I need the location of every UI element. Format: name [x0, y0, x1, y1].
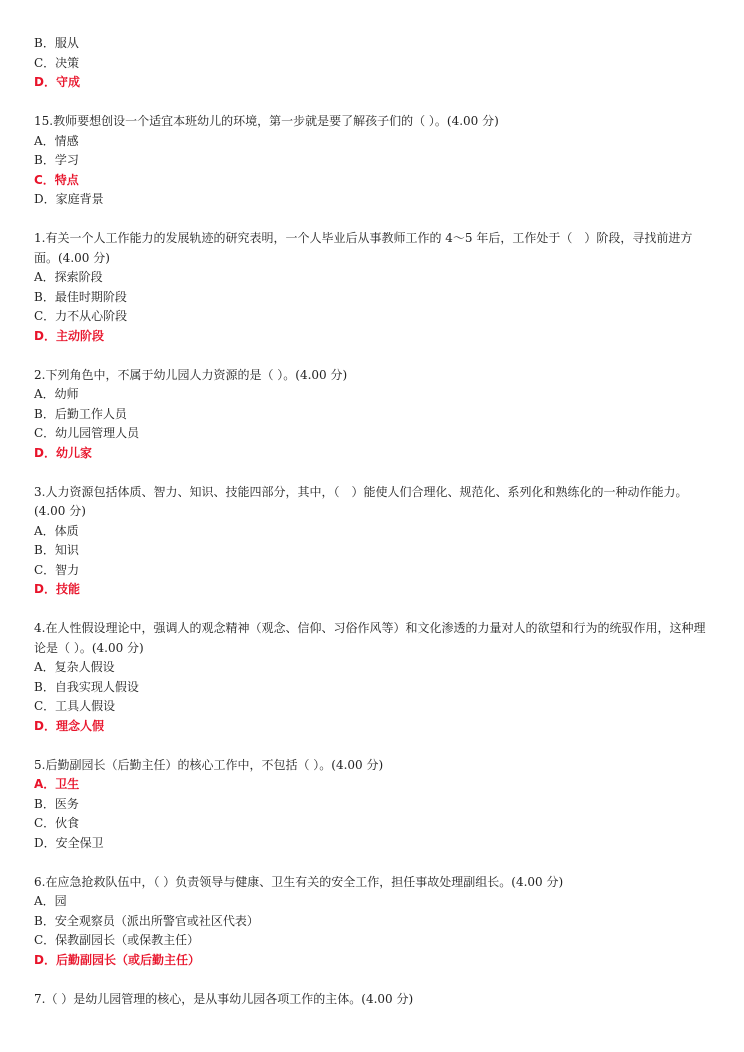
option: C．决策: [34, 55, 80, 70]
question-text: 6.在应急抢救队伍中，（ ）负责领导与健康、卫生有关的安全工作，担任事故处理副组长。(4.00 分): [34, 874, 564, 889]
correct-option: D．后勤副园长（或后勤主任）: [34, 952, 200, 967]
option: B．安全观察员（派出所警官或社区代表）: [34, 913, 259, 928]
option: C．力不从心阶段: [34, 309, 128, 323]
question-text: 7.（ ）是幼儿园管理的核心，是从事幼儿园各项工作的主体。(4.00 分): [34, 991, 414, 1006]
correct-option: D．技能: [34, 582, 80, 596]
question-1: [34, 229, 714, 346]
option: C．伙食: [34, 816, 80, 830]
option: B．医务: [34, 796, 79, 811]
question-text: 3.人力资源包括体质、智力、知识、技能四部分，其中，（ ）能使人们合理化、规范化、系列化和熟练化的一种动作能力。(4.00 分): [34, 484, 688, 518]
option: C．保教副园长（或保教主任）: [34, 933, 200, 947]
question-text: 1.有关一个人工作能力的发展轨迹的研究表明，一个人毕业后从事教师工作的 4～5 年后，工作处于（ ）阶段，寻找前进方面。(4.00 分): [34, 231, 693, 265]
correct-option: D．幼儿家: [34, 445, 92, 460]
option: A．幼师: [34, 387, 79, 401]
correct-option: D．守成: [34, 75, 80, 89]
option: A．复杂人假设: [34, 660, 115, 674]
option: B．服从: [34, 36, 79, 50]
option: C．幼儿园管理人员: [34, 426, 140, 440]
option: A．园: [34, 894, 67, 908]
question-4: [34, 619, 714, 736]
question-15: [34, 112, 714, 210]
option: B．后勤工作人员: [34, 406, 127, 421]
correct-option: D．理念人假: [34, 718, 104, 733]
question-options-partial: [34, 34, 714, 93]
question-6: [34, 873, 714, 971]
option: A．体质: [34, 523, 79, 538]
question-3: [34, 483, 714, 600]
document-page: [34, 34, 714, 1009]
option: D．安全保卫: [34, 835, 104, 850]
question-text: 5.后勤副园长（后勤主任）的核心工作中，不包括（ ）。(4.00 分): [34, 757, 384, 772]
option: C．工具人假设: [34, 699, 116, 713]
option: B．最佳时期阶段: [34, 289, 127, 304]
question-text: 2.下列角色中，不属于幼儿园人力资源的是（ ）。(4.00 分): [34, 367, 348, 382]
question-text: 4.在人性假设理论中，强调人的观念精神（观念、信仰、习俗作风等）和文化渗透的力量对人的欲望和行为的统驭作用，这种理论是（ ）。(4.00 分): [34, 621, 706, 655]
question-2: [34, 366, 714, 464]
option: A．情感: [34, 133, 79, 148]
option: B．知识: [34, 543, 79, 557]
option: B．学习: [34, 153, 79, 167]
option: B．自我实现人假设: [34, 679, 139, 694]
option: C．智力: [34, 562, 80, 577]
question-text: 15.教师要想创设一个适宜本班幼儿的环境，第一步就是要了解孩子们的（ ）。(4.00 分): [34, 114, 499, 128]
option: D．家庭背景: [34, 192, 104, 206]
question-5: [34, 756, 714, 854]
question-7: [34, 990, 714, 1010]
correct-option: C．特点: [34, 172, 79, 187]
correct-option: A．卫生: [34, 777, 80, 791]
option: A．探索阶段: [34, 270, 103, 284]
correct-option: D．主动阶段: [34, 328, 104, 343]
